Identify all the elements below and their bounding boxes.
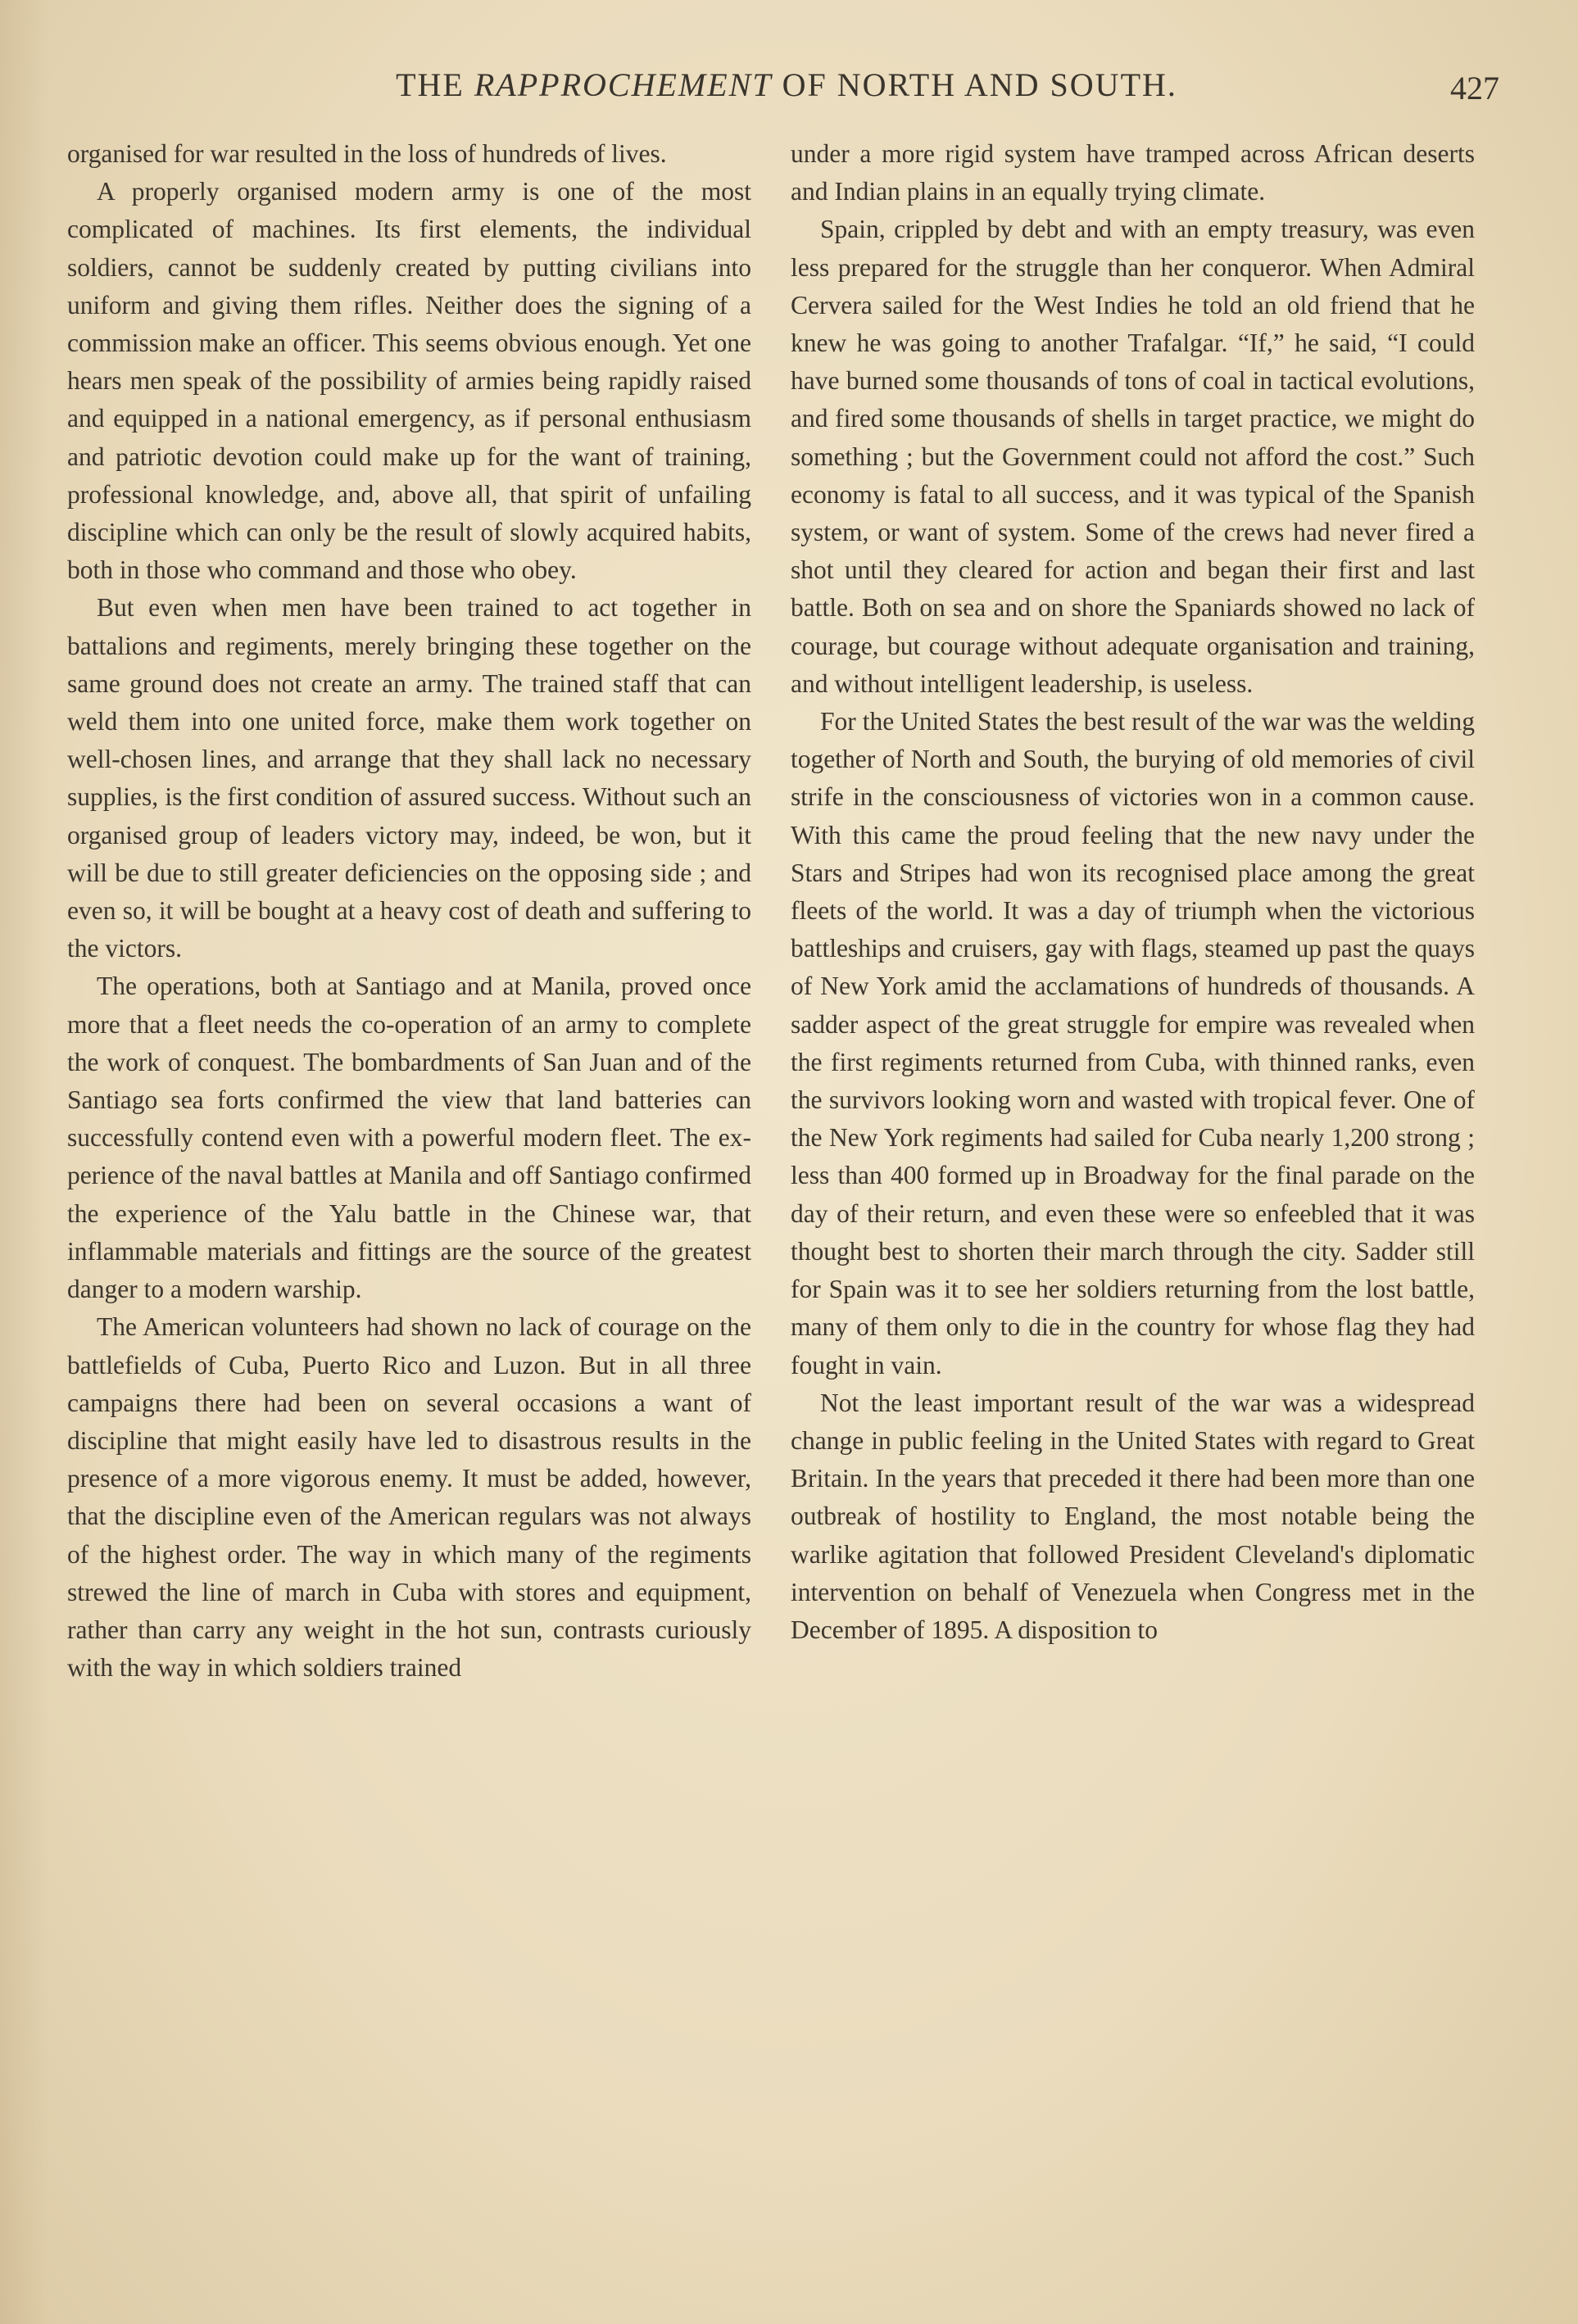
paragraph: The American volunteers had shown no lack of courage on the battlefields of Cuba, Puerto Rico and Luzon. But in all three campaigns there had been on several occasions a want of discipline that might easily have led to disastrous results in the presence of a more vigorous enemy. It must be added, however, that the discipline even of the American regulars was not always of the highest order. The way in which many of the regiments strewed the line of march in Cuba with stores and equipment, rather than carry any weight in the hot sun, contrasts curiously with the way in which soldiers trained bbox=[67, 1312, 751, 1683]
left-column bbox=[67, 135, 751, 1687]
page-gutter-shadow bbox=[0, 0, 49, 2324]
paragraph: organised for war resulted in the loss of hundreds of lives. bbox=[67, 139, 667, 168]
paragraph: under a more rigid system have tramped across African deserts and Indian plains in an equally trying climate. bbox=[791, 139, 1475, 206]
page-number: 427 bbox=[1450, 70, 1499, 106]
paragraph: Spain, crippled by debt and with an empty treasury, was even less prepared for the struggle than her conqueror. When Admiral Cervera sailed for the West Indies he told an old friend that he knew he was going to another Trafalgar. “If,” he said, “I could have burned some thousands of tons of coal in tactical evolutions, and fired some thousands of shells in target practice, we might do something ; but the Government could not afford the cost.” Such economy is fatal to all success, and it was typical of the Spanish system, or want of system. Some of the crews had never fired a shot until they cleared for action and began their first and last battle. Both on sea and on shore the Spaniards showed no lack of courage, but courage without adequate organisation and training, and without intelligent leadership, is useless. bbox=[791, 215, 1475, 698]
paragraph: But even when men have been trained to act together in battalions and regiments, merely bringing these together on the same ground does not create an army. The trained staff that can weld them into one united force, make them work together on well-chosen lines, and arrange that they shall lack no necessary supplies, is the first condition of assured success. Without such an organised group of leaders victory may, indeed, be won, but it will be due to still greater deficiencies on the opposing side ; and even so, it will be bought at a heavy cost of death and suffering to the victors. bbox=[67, 593, 751, 963]
running-head-prefix: THE bbox=[396, 66, 465, 103]
right-column bbox=[791, 135, 1475, 1649]
paragraph: For the United States the best result of the war was the welding together of North and South, the burying of old memories of civil strife in the consciousness of victories won in a common cause. With this came the proud feeling that the new navy under the Stars and Stripes had won its recognised place among the great fleets of the world. It was a day of triumph when the victorious battleships and cruisers, gay with flags, steamed up past the quays of New York amid the acclamations of hundreds of thousands. A sadder aspect of the great struggle for empire was revealed when the first regiments returned from Cuba, with thinned ranks, even the survivors looking worn and wasted with tropical fever. One of the New York regiments had sailed for Cuba nearly 1,200 strong ; less than 400 formed up in Broadway for the final parade on the day of their return, and even these were so enfeebled that it was thought best to shorten their march through the city. Sadder still for Spain was it to see her soldiers returning from the lost battle, many of them only to die in the country for whose flag they had fought in vain. bbox=[791, 707, 1475, 1379]
running-head-italic: RAPPROCHEMENT bbox=[474, 66, 773, 103]
running-head-suffix: OF NORTH AND SOUTH. bbox=[782, 66, 1177, 103]
running-head bbox=[295, 66, 1278, 104]
paragraph: A properly organised modern army is one of the most complicated of machines. Its first elements, the individual soldiers, cannot be suddenly created by putting civilians into uniform and giving them rifles. Neither does the signing of a commission make an officer. This seems obvious enough. Yet one hears men speak of the possibility of armies being rapidly raised and equipped in a national emergency, as if personal enthusiasm and patriotic devotion could make up for the want of training, professional knowledge, and, above all, that spirit of unfailing discipline which can only be the result of slowly acquired habits, both in those who command and those who obey. bbox=[67, 177, 751, 585]
paragraph: Not the least important result of the war was a widespread change in public feeling in the United States with regard to Great Britain. In the years that preceded it there had been more than one outbreak of hostility to England, the most notable being the warlike agitation that followed President Cleveland's diplomatic intervention on behalf of Venezuela when Congress met in the December of 1895. A disposition to bbox=[791, 1388, 1475, 1644]
paragraph: The operations, both at Santiago and at Manila, proved once more that a fleet needs the co-operation of an army to complete the work of conquest. The bombardments of San Juan and of the Santiago sea forts confirmed the view that land batteries can successfully contend even with a powerful modern fleet. The experience of the naval battles at Manila and off Santiago confirmed the experience of the Yalu battle in the Chinese war, that inflammable materials and fittings are the source of the greatest danger to a modern warship. bbox=[67, 972, 751, 1304]
